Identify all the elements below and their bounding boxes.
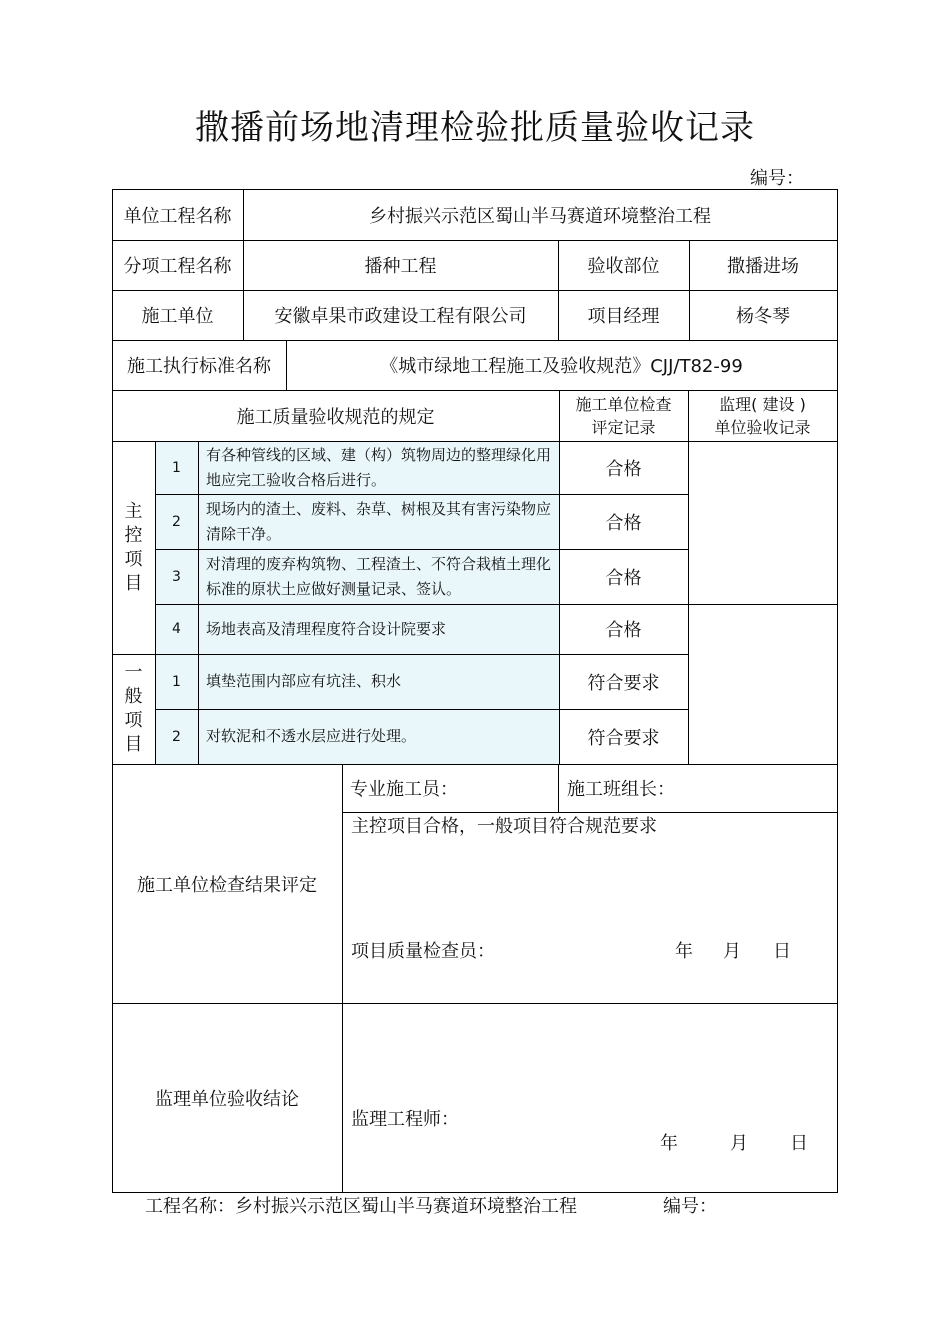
project-manager-label: 项目经理 <box>587 306 660 327</box>
main-item-number: 2 <box>172 513 181 530</box>
main-item-text: 场地表高及清理程度符合设计院要求 <box>206 619 447 638</box>
main-item-number: 1 <box>172 459 181 476</box>
general-item-text: 填垫范围内部应有坑洼、积水 <box>206 672 402 690</box>
group-label-char: 项 <box>124 710 143 731</box>
main-item-result: 合格 <box>605 512 642 534</box>
supervision-label: 监理单位验收结论 <box>155 1088 299 1110</box>
standard-value: 《城市绿地工程施工及验收规范》CJJ/T82-99 <box>380 356 743 377</box>
group-label-char: 项 <box>124 548 143 570</box>
inspection-part-value: 撒播进场 <box>727 256 799 277</box>
sub-project-label: 分项工程名称 <box>123 256 232 277</box>
main-item-text: 对清理的废弃构筑物、工程渣土、不符合栽植土理化标准的原状土应做好测量记录、签认。 <box>206 554 552 598</box>
date-year: 年 <box>675 941 693 962</box>
specialist-worker-label: 专业施工员： <box>350 779 458 800</box>
date-day: 日 <box>773 941 791 962</box>
supervisor-record-header-line2: 单位验收记录 <box>714 417 811 437</box>
group-label-char: 般 <box>124 686 143 707</box>
group-label-char: 目 <box>124 572 143 594</box>
group-label-char: 主 <box>124 500 143 522</box>
check-record-header-line2: 评定记录 <box>591 417 656 437</box>
group-label-char: 一 <box>124 662 143 683</box>
group-label-char: 控 <box>124 524 143 546</box>
general-item-result: 符合要求 <box>587 727 660 749</box>
supervising-engineer-label: 监理工程师： <box>351 1109 459 1130</box>
general-item-number: 2 <box>172 728 181 745</box>
col-divider <box>558 764 559 812</box>
unit-project-value: 乡村振兴示范区蜀山半马赛道环境整治工程 <box>369 205 711 227</box>
main-item-text: 现场内的渣土、废料、杂草、树根及其有害污染物应清除干净。 <box>206 499 552 543</box>
date-year: 年 <box>660 1133 678 1154</box>
unit-project-label: 单位工程名称 <box>123 205 232 227</box>
group-label-char: 目 <box>124 734 143 755</box>
footer-project-name: 工程名称：乡村振兴示范区蜀山半马赛道环境整治工程 <box>145 1196 577 1217</box>
sub-project-value: 播种工程 <box>364 256 437 277</box>
check-record-header-line1: 施工单位检查 <box>575 394 672 414</box>
project-manager-value: 杨冬琴 <box>736 306 790 327</box>
page-title: 撒播前场地清理检验批质量验收记录 <box>195 108 755 148</box>
team-leader-label: 施工班组长： <box>567 779 675 800</box>
supervisor-record-header-line1: 监理( 建设 ) <box>719 394 806 414</box>
supervisor-record-header <box>688 390 837 441</box>
col-divider <box>198 441 199 764</box>
general-item-number: 1 <box>172 673 181 690</box>
date-day: 日 <box>790 1133 808 1154</box>
main-item-result: 合格 <box>605 567 642 589</box>
col-divider <box>342 764 343 1192</box>
construction-check-conclusion: 主控项目合格，一般项目符合规范要求 <box>351 816 657 837</box>
construction-check-label: 施工单位检查结果评定 <box>137 874 317 896</box>
standard-label: 施工执行标准名称 <box>127 356 271 377</box>
table-border <box>837 189 838 1192</box>
document-number-label: 编号： <box>750 168 804 189</box>
main-item-result: 合格 <box>605 459 642 480</box>
footer-number-label: 编号： <box>663 1196 717 1217</box>
construction-unit-label: 施工单位 <box>141 306 214 327</box>
check-record-header <box>559 390 688 441</box>
main-item-result: 合格 <box>605 620 642 641</box>
general-items-group-label <box>112 654 155 764</box>
date-month: 月 <box>730 1133 748 1154</box>
main-item-text: 有各种管线的区域、建（构）筑物周边的整理绿化用地应完工验收合格后进行。 <box>206 445 552 489</box>
general-item-text: 对软泥和不透水层应进行处理。 <box>206 727 417 745</box>
main-item-number: 3 <box>172 568 181 585</box>
main-items-group-label <box>112 441 155 654</box>
general-item-result: 符合要求 <box>587 672 660 694</box>
main-item-number: 4 <box>172 621 181 637</box>
quality-inspector-label: 项目质量检查员： <box>351 941 495 962</box>
construction-unit-value: 安徽卓果市政建设工程有限公司 <box>274 306 527 327</box>
spec-header: 施工质量验收规范的规定 <box>236 406 435 428</box>
inspection-part-label: 验收部位 <box>587 256 660 277</box>
date-month: 月 <box>723 941 741 962</box>
col-divider <box>688 390 689 764</box>
